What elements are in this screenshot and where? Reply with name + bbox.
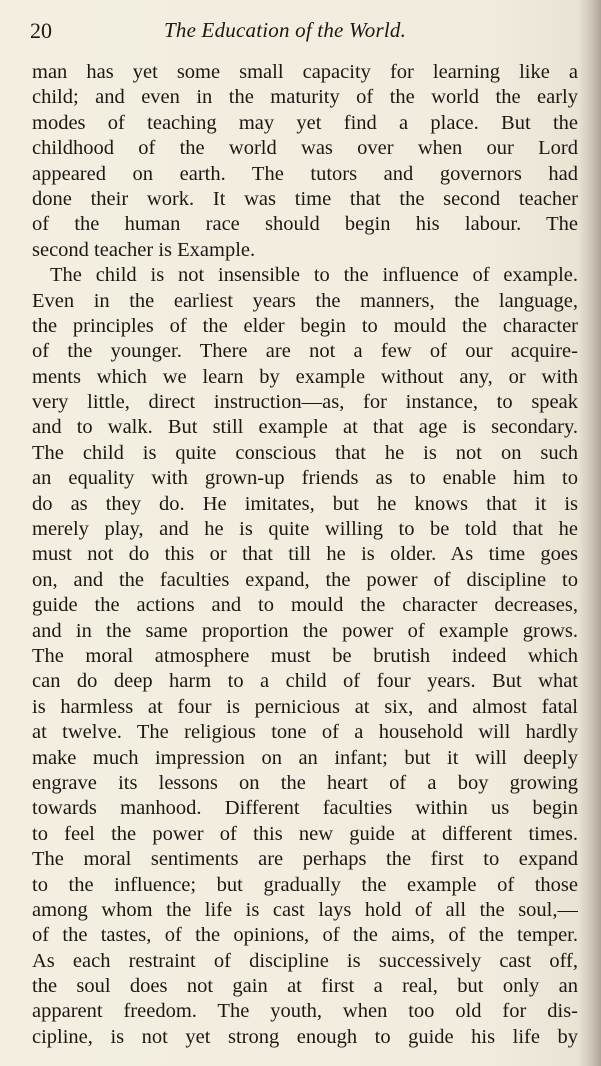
text-line: man has yet some small capacity for learning like a <box>32 61 578 83</box>
text-line: at twelve. The religious tone of a household will hardly <box>32 721 578 744</box>
page-edge-shadow <box>579 0 601 1066</box>
text-line: merely play, and he is quite willing to be told that he <box>32 518 578 541</box>
text-line: modes of teaching may yet find a place. But the <box>32 111 578 134</box>
text-line: must not do this or that till he is older. As time goes <box>32 543 578 566</box>
text-line: of the tastes, of the opinions, of the aims, of the temper. <box>32 924 578 947</box>
page-number: 20 <box>30 18 52 43</box>
text-line: towards manhood. Different faculties within us begin <box>32 797 578 820</box>
text-line: is harmless at four is pernicious at six, and almost fatal <box>32 695 578 718</box>
text-line: As each restraint of discipline is successively cast off, <box>32 949 578 972</box>
page-header <box>30 16 550 48</box>
text-line: the soul does not gain at first a real, but only an <box>32 975 578 998</box>
text-line: among whom the life is cast lays hold of all the soul,— <box>32 898 578 921</box>
text-line: appeared on earth. The tutors and governors had <box>32 162 578 185</box>
text-line: The child is quite conscious that he is not on such <box>32 441 578 464</box>
body-text <box>32 60 578 1050</box>
text-line: and to walk. But still example at that age is secondary. <box>32 416 578 439</box>
text-line: child; and even in the maturity of the world the early <box>32 86 578 109</box>
text-line: to the influence; but gradually the example of those <box>32 873 578 896</box>
text-line: very little, direct instruction—as, for instance, to speak <box>32 391 578 414</box>
text-line: can do deep harm to a child of four years. But what <box>32 670 578 693</box>
text-line: of the human race should begin his labour. The <box>32 213 578 236</box>
text-line: apparent freedom. The youth, when too old for dis- <box>32 1000 578 1023</box>
text-line: do as they do. He imitates, but he knows that it is <box>32 492 578 515</box>
text-line: make much impression on an infant; but it will deeply <box>32 746 578 769</box>
text-line: the principles of the elder begin to mould the character <box>32 314 578 337</box>
text-line: done their work. It was time that the second teacher <box>32 187 578 210</box>
text-line: ments which we learn by example without any, or with <box>32 365 578 388</box>
text-line: guide the actions and to mould the character decreases, <box>32 594 578 617</box>
text-line: The moral atmosphere must be brutish indeed which <box>32 644 578 667</box>
text-line: on, and the faculties expand, the power of discipline to <box>32 568 578 591</box>
text-line: second teacher is Example. <box>32 238 256 261</box>
running-title: The Education of the World. <box>164 18 407 42</box>
text-line: engrave its lessons on the heart of a boy growing <box>32 771 578 794</box>
text-line: cipline, is not yet strong enough to guide his life by <box>32 1025 578 1048</box>
text-line: The moral sentiments are perhaps the first to expand <box>32 848 578 871</box>
text-line: an equality with grown-up friends as to enable him to <box>32 467 578 490</box>
text-line: of the younger. There are not a few of our acquire- <box>32 340 578 363</box>
text-line: childhood of the world was over when our Lord <box>32 137 578 160</box>
text-line: Even in the earliest years the manners, the language, <box>32 289 578 312</box>
paragraph-start-line: The child is not insensible to the influence of example. <box>50 264 578 287</box>
text-line: to feel the power of this new guide at different times. <box>32 822 578 845</box>
text-line: and in the same proportion the power of example grows. <box>32 619 578 642</box>
